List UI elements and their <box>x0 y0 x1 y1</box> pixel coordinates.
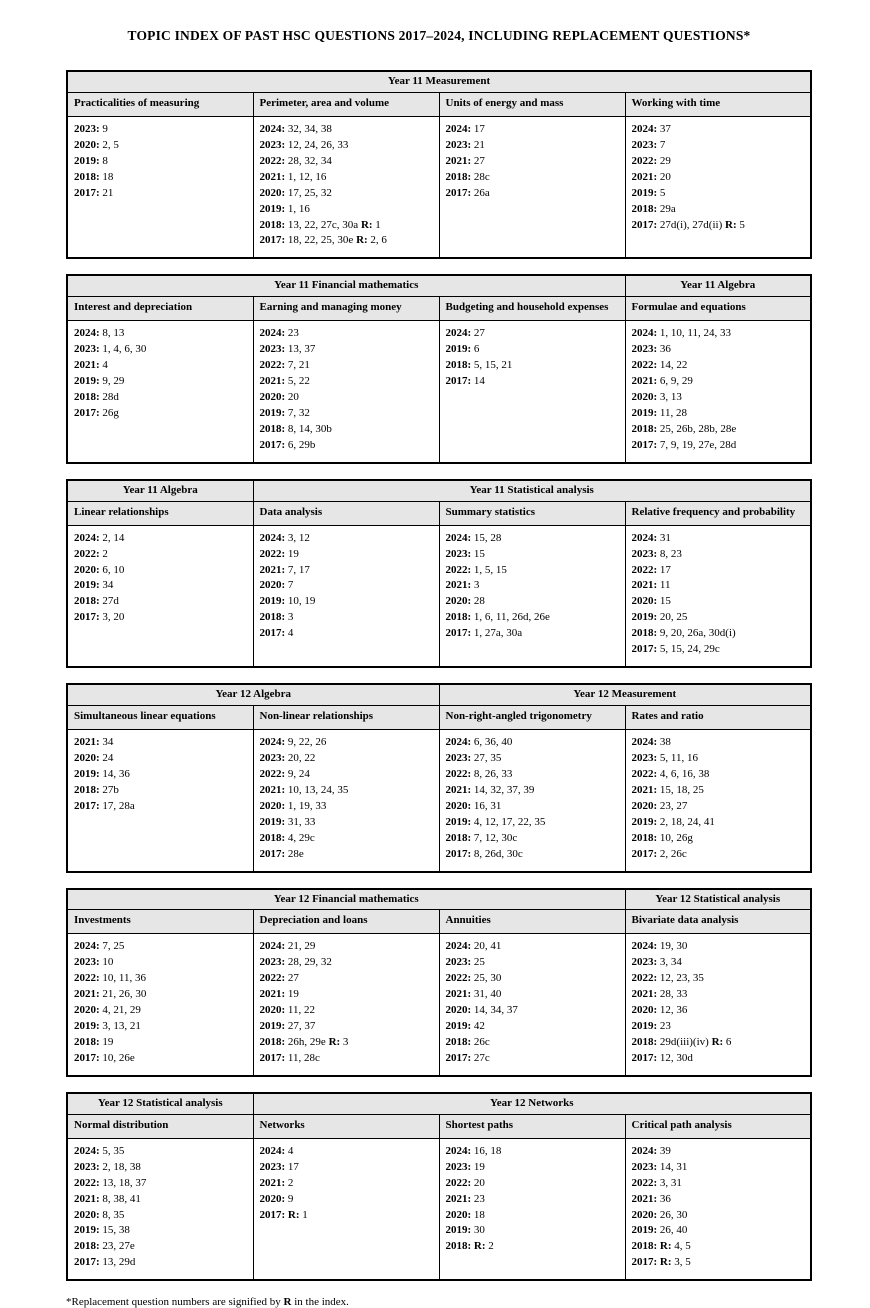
year-entry: 2022: 2 <box>74 547 108 560</box>
topic-header-row <box>67 92 811 116</box>
year-entry: 2018: 26c <box>445 1036 490 1048</box>
year-entry: 2022: 17 <box>631 563 671 576</box>
year-entry: 2022: 4, 6, 16, 38 <box>631 767 710 780</box>
year-entry: 2018: 4, 29c <box>259 831 315 844</box>
year-entry: 2021: 11 <box>631 579 671 592</box>
year-entry: 2024: 19, 30 <box>631 940 688 953</box>
year-entry: 2021: 6, 9, 29 <box>631 375 693 388</box>
year-entry: 2024: 23 <box>259 327 299 340</box>
year-entry: 2018: 3 <box>259 611 294 624</box>
topic-header: Rates and ratio <box>625 706 811 730</box>
topic-header: Practicalities of measuring <box>67 92 253 116</box>
year-entry: 2018: 23, 27e <box>74 1240 135 1253</box>
topic-index-table-6 <box>66 1092 812 1281</box>
year-entry: 2017: 12, 30d <box>631 1051 693 1064</box>
year-entry: 2019: 6 <box>445 343 480 356</box>
topic-header-row <box>67 910 811 934</box>
year-entry: 2020: 6, 10 <box>74 563 125 576</box>
year-entry: 2022: 10, 11, 36 <box>74 972 147 985</box>
year-entry: 2019: 20, 25 <box>631 611 688 624</box>
year-entry: 2020: 11, 22 <box>259 1004 316 1017</box>
year-entry: 2018: 27d <box>74 595 119 608</box>
year-entry: 2022: 12, 23, 35 <box>631 972 704 985</box>
topic-header: Non-right-angled trigonometry <box>439 706 625 730</box>
topic-header: Data analysis <box>253 501 439 525</box>
question-list-row <box>67 116 811 258</box>
year-entry: 2022: 7, 21 <box>259 359 310 372</box>
year-entry: 2024: 21, 29 <box>259 940 316 953</box>
year-entry: 2022: 13, 18, 37 <box>74 1176 147 1189</box>
topic-header: Depreciation and loans <box>253 910 439 934</box>
year-entry: 2020: 16, 31 <box>445 799 502 812</box>
year-entry: 2023: 12, 24, 26, 33 <box>259 138 349 151</box>
topic-header: Units of energy and mass <box>439 92 625 116</box>
question-list-cell <box>67 116 253 258</box>
year-entry: 2024: 17 <box>445 122 485 135</box>
year-entry: 2017: 26g <box>74 406 119 419</box>
strand-header: Year 11 Measurement <box>67 71 811 92</box>
year-entry: 2022: 9, 24 <box>259 767 310 780</box>
question-list-cell <box>253 321 439 463</box>
question-list-cell <box>439 116 625 258</box>
year-entry: 2018: 13, 22, 27c, 30a R: 1 <box>259 218 381 231</box>
year-entry: 2019: 5 <box>631 186 666 199</box>
topic-header: Interest and depreciation <box>67 297 253 321</box>
year-entry: 2024: 4 <box>259 1144 294 1157</box>
question-list-row <box>67 525 811 667</box>
year-entry: 2021: 8, 38, 41 <box>74 1192 141 1205</box>
year-entry: 2018: 5, 15, 21 <box>445 359 513 372</box>
question-list-cell <box>67 730 253 872</box>
year-entry: 2023: 27, 35 <box>445 751 502 764</box>
topic-header: Bivariate data analysis <box>625 910 811 934</box>
year-entry: 2019: 31, 33 <box>259 815 316 828</box>
year-entry: 2019: 30 <box>445 1224 485 1237</box>
year-entry: 2023: 5, 11, 16 <box>631 751 699 764</box>
year-entry: 2019: 2, 18, 24, 41 <box>631 815 715 828</box>
year-entry: 2024: 3, 12 <box>259 531 310 544</box>
year-entry: 2024: 2, 14 <box>74 531 125 544</box>
question-list-row <box>67 934 811 1076</box>
year-entry: 2021: 5, 22 <box>259 375 310 388</box>
year-entry: 2020: 12, 36 <box>631 1004 688 1017</box>
question-list-row <box>67 1138 811 1280</box>
strand-header: Year 12 Financial mathematics <box>67 889 625 910</box>
question-list-row <box>67 321 811 463</box>
year-entry: 2021: 28, 33 <box>631 988 688 1001</box>
topic-header: Summary statistics <box>439 501 625 525</box>
year-entry: 2018: 27b <box>74 783 119 796</box>
year-entry: 2021: 3 <box>445 579 480 592</box>
topic-header: Linear relationships <box>67 501 253 525</box>
year-entry: 2019: 14, 36 <box>74 767 130 780</box>
question-list-cell <box>253 116 439 258</box>
year-entry: 2023: 17 <box>259 1160 299 1173</box>
strand-header: Year 11 Algebra <box>67 480 253 501</box>
year-entry: 2024: 15, 28 <box>445 531 502 544</box>
topic-header-row <box>67 706 811 730</box>
year-entry: 2020: 4, 21, 29 <box>74 1004 141 1017</box>
year-entry: 2024: 39 <box>631 1144 671 1157</box>
year-entry: 2023: 10 <box>74 956 114 969</box>
question-list-cell <box>439 321 625 463</box>
topic-index-table-4 <box>66 683 812 872</box>
year-entry: 2017: 11, 28c <box>259 1051 320 1064</box>
year-entry: 2018: 19 <box>74 1036 114 1048</box>
question-list-cell <box>439 934 625 1076</box>
year-entry: 2017: 5, 15, 24, 29c <box>631 643 720 656</box>
year-entry: 2024: 38 <box>631 736 671 748</box>
footnote-suffix: in the index. <box>291 1296 349 1308</box>
year-entry: 2017: 13, 29d <box>74 1256 136 1269</box>
year-entry: 2020: 24 <box>74 751 114 764</box>
year-entry: 2018: 8, 14, 30b <box>259 422 332 435</box>
year-entry: 2020: 3, 13 <box>631 391 682 403</box>
year-entry: 2022: 29 <box>631 154 671 167</box>
year-entry: 2017: R: 3, 5 <box>631 1256 691 1269</box>
year-entry: 2017: 7, 9, 19, 27e, 28d <box>631 438 737 451</box>
question-list-cell <box>625 1138 811 1280</box>
year-entry: 2023: 14, 31 <box>631 1160 688 1173</box>
year-entry: 2017: 10, 26e <box>74 1051 135 1064</box>
year-entry: 2017: 27d(i), 27d(ii) R: 5 <box>631 218 745 231</box>
year-entry: 2022: 14, 22 <box>631 359 688 372</box>
year-entry: 2021: 27 <box>445 154 485 167</box>
topic-header: Simultaneous linear equations <box>67 706 253 730</box>
strand-header: Year 12 Statistical analysis <box>625 889 811 910</box>
year-entry: 2024: 32, 34, 38 <box>259 122 332 135</box>
topic-header: Shortest paths <box>439 1114 625 1138</box>
year-entry: 2018: 7, 12, 30c <box>445 831 518 844</box>
year-entry: 2024: 16, 18 <box>445 1144 502 1157</box>
year-entry: 2022: 27 <box>259 972 299 985</box>
year-entry: 2020: 18 <box>445 1208 485 1221</box>
year-entry: 2022: 25, 30 <box>445 972 502 985</box>
question-list-cell <box>439 730 625 872</box>
footnote <box>66 1296 812 1308</box>
year-entry: 2017: 8, 26d, 30c <box>445 847 523 860</box>
topic-header: Investments <box>67 910 253 934</box>
strand-header-row <box>67 1093 811 1114</box>
strand-header-row <box>67 275 811 296</box>
year-entry: 2020: 23, 27 <box>631 799 688 812</box>
topic-header: Budgeting and household expenses <box>439 297 625 321</box>
year-entry: 2024: 8, 13 <box>74 327 125 340</box>
year-entry: 2023: 25 <box>445 956 485 969</box>
year-entry: 2017: 17, 28a <box>74 799 135 812</box>
year-entry: 2022: 3, 31 <box>631 1176 682 1189</box>
topic-header: Relative frequency and probability <box>625 501 811 525</box>
question-list-row <box>67 730 811 872</box>
year-entry: 2017: 27c <box>445 1051 490 1064</box>
question-list-cell <box>253 1138 439 1280</box>
topic-header: Formulae and equations <box>625 297 811 321</box>
question-list-cell <box>439 1138 625 1280</box>
question-list-cell <box>67 1138 253 1280</box>
year-entry: 2023: 13, 37 <box>259 343 316 356</box>
year-entry: 2021: 4 <box>74 359 108 372</box>
year-entry: 2019: 9, 29 <box>74 375 125 388</box>
year-entry: 2018: 29a <box>631 202 676 215</box>
year-entry: 2023: 1, 4, 6, 30 <box>74 343 147 356</box>
year-entry: 2023: 28, 29, 32 <box>259 956 332 969</box>
year-entry: 2018: 10, 26g <box>631 831 693 844</box>
question-list-cell <box>625 116 811 258</box>
year-entry: 2019: 26, 40 <box>631 1224 688 1237</box>
year-entry: 2017: 6, 29b <box>259 438 316 451</box>
year-entry: 2021: 14, 32, 37, 39 <box>445 783 535 796</box>
year-entry: 2017: 2, 26c <box>631 847 687 860</box>
question-list-cell <box>67 321 253 463</box>
strand-header-row <box>67 889 811 910</box>
year-entry: 2020: 9 <box>259 1192 294 1205</box>
year-entry: 2021: 1, 12, 16 <box>259 170 327 183</box>
year-entry: 2018: 25, 26b, 28b, 28e <box>631 422 737 435</box>
year-entry: 2018: R: 4, 5 <box>631 1240 691 1253</box>
topic-header: Earning and managing money <box>253 297 439 321</box>
year-entry: 2023: 19 <box>445 1160 485 1173</box>
year-entry: 2020: 20 <box>259 391 299 403</box>
year-entry: 2021: 31, 40 <box>445 988 502 1001</box>
year-entry: 2021: 36 <box>631 1192 671 1205</box>
year-entry: 2020: 7 <box>259 579 294 592</box>
year-entry: 2021: 7, 17 <box>259 563 310 576</box>
year-entry: 2022: 20 <box>445 1176 485 1189</box>
year-entry: 2023: 7 <box>631 138 666 151</box>
topic-header: Working with time <box>625 92 811 116</box>
year-entry: 2019: 42 <box>445 1020 485 1033</box>
topic-header: Networks <box>253 1114 439 1138</box>
year-entry: 2024: 37 <box>631 122 671 135</box>
year-entry: 2024: 6, 36, 40 <box>445 736 513 748</box>
year-entry: 2023: 36 <box>631 343 671 356</box>
strand-header-row <box>67 480 811 501</box>
year-entry: 2024: 9, 22, 26 <box>259 736 327 748</box>
question-list-cell <box>625 321 811 463</box>
question-list-cell <box>625 934 811 1076</box>
year-entry: 2019: 1, 16 <box>259 202 310 215</box>
year-entry: 2019: 34 <box>74 579 114 592</box>
year-entry: 2021: 15, 18, 25 <box>631 783 704 796</box>
year-entry: 2019: 10, 19 <box>259 595 316 608</box>
year-entry: 2020: 15 <box>631 595 671 608</box>
topic-index-table-5 <box>66 888 812 1077</box>
year-entry: 2023: 20, 22 <box>259 751 316 764</box>
year-entry: 2019: 11, 28 <box>631 406 688 419</box>
year-entry: 2021: 2 <box>259 1176 294 1189</box>
year-entry: 2017: 1, 27a, 30a <box>445 627 523 640</box>
topic-header: Critical path analysis <box>625 1114 811 1138</box>
question-list-cell <box>439 525 625 667</box>
year-entry: 2023: 8, 23 <box>631 547 682 560</box>
year-entry: 2017: 3, 20 <box>74 611 125 624</box>
year-entry: 2020: 17, 25, 32 <box>259 186 332 199</box>
question-list-cell <box>253 525 439 667</box>
question-list-cell <box>67 934 253 1076</box>
page-title: TOPIC INDEX OF PAST HSC QUESTIONS 2017–2024, INCLUDING REPLACEMENT QUESTIONS* <box>127 28 751 43</box>
year-entry: 2021: 34 <box>74 736 114 748</box>
strand-header: Year 12 Networks <box>253 1093 811 1114</box>
footnote-r-symbol: R <box>283 1296 292 1308</box>
year-entry: 2023: 2, 18, 38 <box>74 1160 141 1173</box>
question-list-cell <box>625 525 811 667</box>
year-entry: 2019: 27, 37 <box>259 1020 316 1033</box>
topic-index-table-3 <box>66 479 812 668</box>
year-entry: 2019: 23 <box>631 1020 671 1033</box>
strand-header-row <box>67 684 811 705</box>
year-entry: 2019: 4, 12, 17, 22, 35 <box>445 815 546 828</box>
year-entry: 2018: 28c <box>445 170 490 183</box>
year-entry: 2018: 26h, 29e R: 3 <box>259 1036 349 1048</box>
topic-header: Annuities <box>439 910 625 934</box>
year-entry: 2024: 5, 35 <box>74 1144 125 1157</box>
year-entry: 2018: 18 <box>74 170 114 183</box>
topic-header-row <box>67 297 811 321</box>
strand-header: Year 11 Algebra <box>625 275 811 296</box>
strand-header: Year 12 Measurement <box>439 684 811 705</box>
year-entry: 2019: 3, 13, 21 <box>74 1020 141 1033</box>
question-list-cell <box>625 730 811 872</box>
topic-header-row <box>67 501 811 525</box>
year-entry: 2023: 3, 34 <box>631 956 682 969</box>
year-entry: 2020: 8, 35 <box>74 1208 125 1221</box>
year-entry: 2019: 15, 38 <box>74 1224 130 1237</box>
year-entry: 2024: 7, 25 <box>74 940 125 953</box>
year-entry: 2022: 19 <box>259 547 299 560</box>
strand-header: Year 12 Statistical analysis <box>67 1093 253 1114</box>
question-list-cell <box>253 934 439 1076</box>
year-entry: 2020: 14, 34, 37 <box>445 1004 518 1017</box>
year-entry: 2020: 1, 19, 33 <box>259 799 327 812</box>
topic-index-table-2 <box>66 274 812 463</box>
question-list-cell <box>67 525 253 667</box>
year-entry: 2021: 10, 13, 24, 35 <box>259 783 349 796</box>
topic-header-row <box>67 1114 811 1138</box>
year-entry: 2019: 8 <box>74 154 108 167</box>
year-entry: 2024: 1, 10, 11, 24, 33 <box>631 327 732 340</box>
year-entry: 2018: R: 2 <box>445 1240 494 1253</box>
strand-header: Year 11 Financial mathematics <box>67 275 625 296</box>
footnote-prefix: *Replacement question numbers are signified by <box>66 1296 284 1308</box>
year-entry: 2017: 18, 22, 25, 30e R: 2, 6 <box>259 234 387 247</box>
year-entry: 2019: 7, 32 <box>259 406 310 419</box>
year-entry: 2024: 31 <box>631 531 671 544</box>
year-entry: 2023: 21 <box>445 138 485 151</box>
topic-index-tables <box>66 70 812 1281</box>
year-entry: 2024: 27 <box>445 327 485 340</box>
year-entry: 2018: 1, 6, 11, 26d, 26e <box>445 611 550 624</box>
year-entry: 2020: 28 <box>445 595 485 608</box>
topic-header: Perimeter, area and volume <box>253 92 439 116</box>
topic-header: Normal distribution <box>67 1114 253 1138</box>
year-entry: 2017: 26a <box>445 186 490 199</box>
year-entry: 2023: 15 <box>445 547 485 560</box>
year-entry: 2018: 28d <box>74 391 119 403</box>
year-entry: 2017: 28e <box>259 847 304 860</box>
strand-header: Year 11 Statistical analysis <box>253 480 811 501</box>
year-entry: 2018: 29d(iii)(iv) R: 6 <box>631 1036 732 1048</box>
year-entry: 2018: 9, 20, 26a, 30d(i) <box>631 627 736 640</box>
year-entry: 2021: 21, 26, 30 <box>74 988 147 1001</box>
year-entry: 2024: 20, 41 <box>445 940 502 953</box>
year-entry: 2023: 9 <box>74 122 108 135</box>
year-entry: 2022: 1, 5, 15 <box>445 563 507 576</box>
year-entry: 2021: 19 <box>259 988 299 1001</box>
year-entry: 2020: 26, 30 <box>631 1208 688 1221</box>
year-entry: 2021: 20 <box>631 170 671 183</box>
year-entry: 2017: 4 <box>259 627 294 640</box>
year-entry: 2022: 8, 26, 33 <box>445 767 513 780</box>
year-entry: 2021: 23 <box>445 1192 485 1205</box>
year-entry: 2017: 21 <box>74 186 114 199</box>
topic-header: Non-linear relationships <box>253 706 439 730</box>
year-entry: 2020: 2, 5 <box>74 138 119 151</box>
year-entry: 2017: R: 1 <box>259 1208 308 1221</box>
question-list-cell <box>253 730 439 872</box>
strand-header: Year 12 Algebra <box>67 684 439 705</box>
year-entry: 2022: 28, 32, 34 <box>259 154 332 167</box>
topic-index-table-1 <box>66 70 812 259</box>
year-entry: 2017: 14 <box>445 375 485 388</box>
strand-header-row <box>67 71 811 92</box>
